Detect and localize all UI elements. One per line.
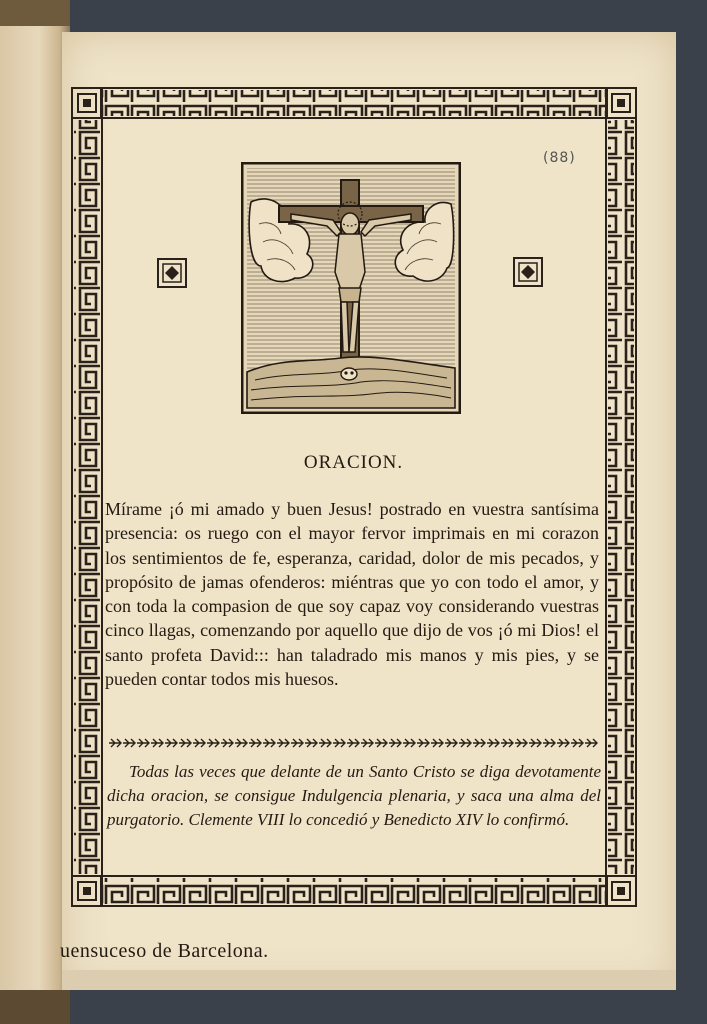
ornament-square-left [157, 258, 187, 288]
printer-imprint: uensuceso de Barcelona. [60, 940, 269, 962]
crucifixion-woodcut-illustration [241, 162, 461, 414]
indulgence-note [107, 760, 601, 832]
prayer-body [105, 497, 599, 691]
prayer-title: ORACION. [303, 452, 404, 473]
prayer-paragraph: Mírame ¡ó mi amado y buen Jesus! postrado en vuestra santísima presencia: os ruego con el mayor fervor imprimais en mi corazon los sentimientos de fe, esperanza, caridad, dolor de mis pecados, y propósito de jamas ofenderos: miéntras que yo con todo el amor, y con toda la compasion de que soy capaz voy considerando vuestras cinco llagas, comenzando por aquello que dijo de vos ¡ó mi Dios! el santo profeta David::: han taladrado mis manos y mis pies, y se pueden contar todos mis huesos. [105, 499, 599, 690]
indulgence-paragraph: Todas las veces que delante de un Santo Cristo se diga devotamente dicha oracion, se consigue Indulgencia plenaria, y saca una alma del purgatorio. Clemente VIII lo concedió y Benedicto XIV lo confirmó. [107, 762, 601, 829]
ornamental-separator [108, 735, 598, 751]
ornament-square-right [513, 257, 543, 287]
catalog-number: (88) [543, 150, 576, 166]
